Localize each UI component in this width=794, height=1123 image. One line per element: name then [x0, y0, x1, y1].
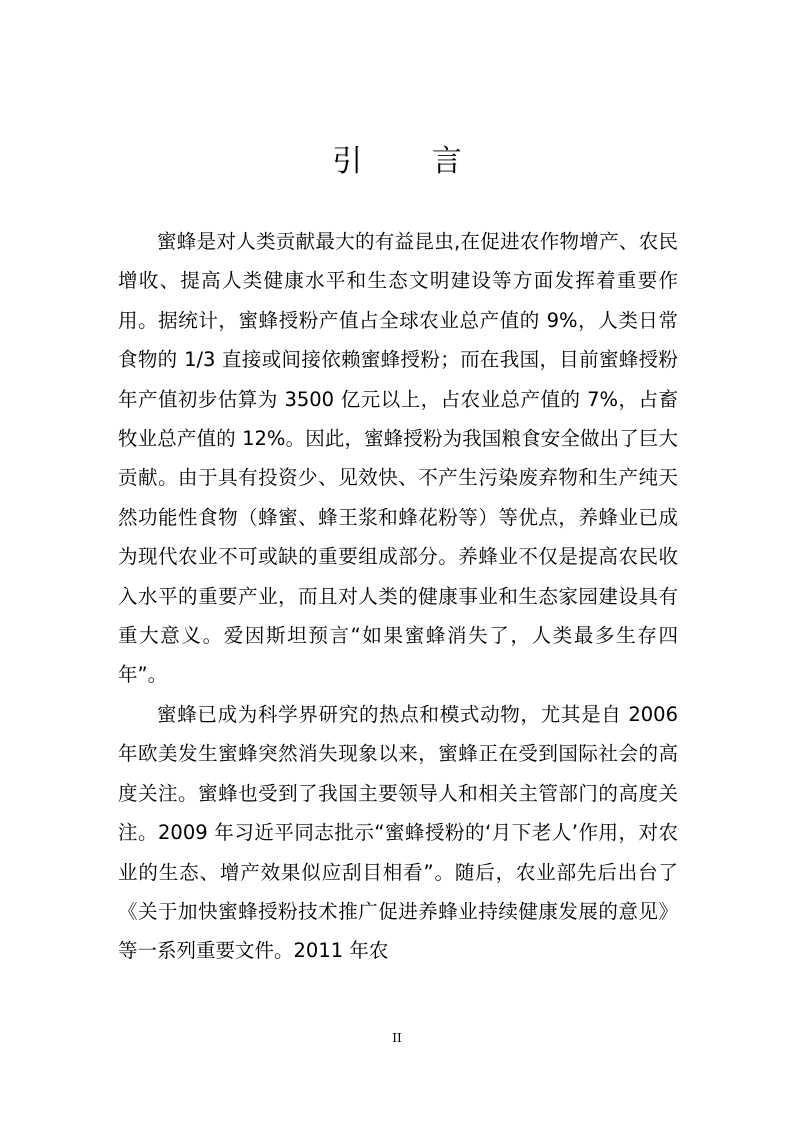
- body-text: [118, 222, 678, 971]
- page-number: II: [392, 1031, 402, 1045]
- paragraph-1: 蜜蜂是对人类贡献最大的有益昆虫,在促进农作物增产、农民增收、提高人类健康水平和生态文明建设等方面发挥着重要作用。据统计，蜜蜂授粉产值占全球农业总产值的 9%，人类日常食物的 1/3 直接或间接依赖蜜蜂授粉；而在我国，目前蜜蜂授粉年产值初步估算为 3500 亿元以上，占农业总产值的 7%，占畜牧业总产值的 12%。因此，蜜蜂授粉为我国粮食安全做出了巨大贡献。由于具有投资少、见效快、不产生污染废弃物和生产纯天然功能性食物（蜂蜜、蜂王浆和蜂花粉等）等优点，养蜂业已成为现代农业不可或缺的重要组成部分。养蜂业不仅是提高农民收入水平的重要产业，而且对人类的健康事业和生态家园建设具有重大意义。爱因斯坦预言“如果蜜蜂消失了，人类最多生存四年”。: [118, 230, 678, 687]
- page-title: 引 言: [332, 144, 492, 179]
- paragraph-2: 蜜蜂已成为科学界研究的热点和模式动物，尤其是自 2006 年欧美发生蜜蜂突然消失现象以来，蜜蜂正在受到国际社会的高度关注。蜜蜂也受到了我国主要领导人和相关主管部门的高度关注。2009 年习近平同志批示“蜜蜂授粉的‘月下老人’作用，对农业的生态、增产效果似应刮目相看”。随后，农业部先后出台了《关于加快蜜蜂授粉技术推广促进养蜂业持续健康发展的意见》等一系列重要文件。2011 年农: [118, 702, 678, 963]
